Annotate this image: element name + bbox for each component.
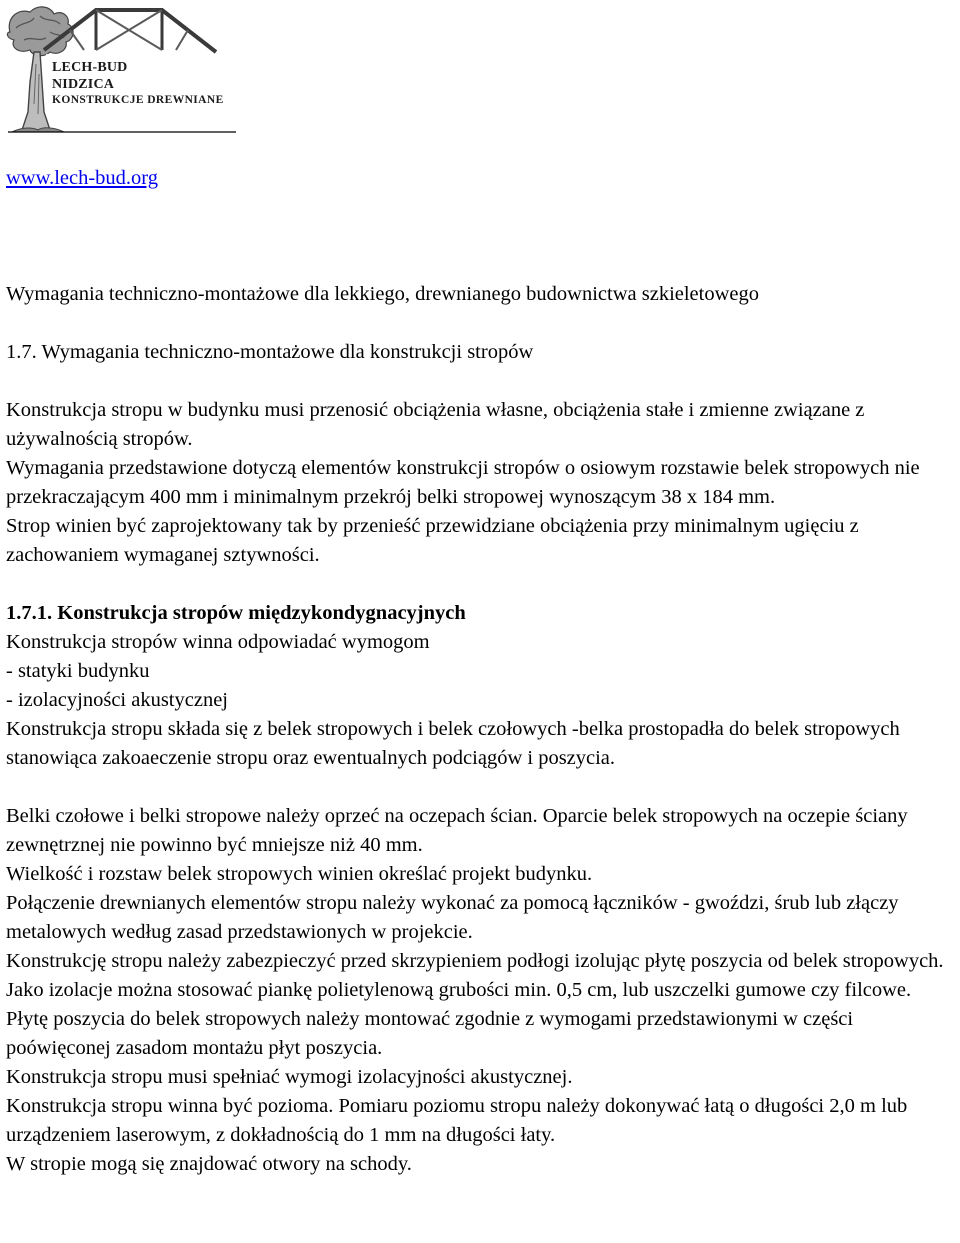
website-link[interactable]: www.lech-bud.org <box>6 167 159 189</box>
document-title: Wymagania techniczno-montażowe dla lekkiego, drewnianego budownictwa szkieletowego <box>6 283 760 305</box>
logo-text-company: LECH-BUD <box>52 60 128 75</box>
logo-text-city: NIDZICA <box>52 77 115 92</box>
list-item: - statyki budynku <box>6 660 150 682</box>
logo-text-tagline: KONSTRUKCJE DREWNIANE <box>52 94 224 106</box>
paragraph-size: Wielkość i rozstaw belek stropowych winien określać projekt budynku. <box>6 863 593 885</box>
tree-roof-truss-icon <box>4 4 266 134</box>
paragraph-requirements: Wymagania przedstawione dotyczą elementów konstrukcji stropów o osiowym rozstawie belek stropowych nie przekraczającym 400 mm i minimalnym przekrój belki stropowej wynoszącym 38 x 184 mm. <box>6 457 920 508</box>
list-item: - izolacyjności akustycznej <box>6 689 228 711</box>
document-body <box>6 280 958 1179</box>
paragraph-requirements-intro: Konstrukcja stropów winna odpowiadać wymogom <box>6 631 430 653</box>
paragraph-level: Konstrukcja stropu winna być pozioma. Pomiaru poziomu stropu należy dokonywać łatą o długości 2,0 m lub urządzeniem laserowym, z dokładnością do 1 mm na długości łaty. <box>6 1095 908 1146</box>
paragraph-connections: Połączenie drewnianych elementów stropu należy wykonać za pomocą łączników - gwoździ, śrub lub złączy metalowych według zasad przedstawionych w projekcie. <box>6 892 899 943</box>
paragraph-load: Konstrukcja stropu w budynku musi przenosić obciążenia własne, obciążenia stałe i zmienne związane z używalnością stropów. <box>6 399 865 450</box>
paragraph-openings: W stropie mogą się znajdować otwory na schody. <box>6 1153 412 1175</box>
company-logo <box>4 4 266 134</box>
paragraph-acoustic: Konstrukcja stropu musi spełniać wymogi izolacyjności akustycznej. <box>6 1066 573 1088</box>
paragraph-sheathing: Płytę poszycia do belek stropowych należy montować zgodnie z wymogami przedstawionymi w części poówięconej zasadom montażu płyt poszycia. <box>6 1008 854 1059</box>
section-heading: 1.7. Wymagania techniczno-montażowe dla konstrukcji stropów <box>6 341 534 363</box>
paragraph-support: Belki czołowe i belki stropowe należy oprzeć na oczepach ścian. Oparcie belek stropowych na oczepie ściany zewnętrznej nie powinno być mniejsze niż 40 mm. <box>6 805 908 856</box>
subsection-heading: 1.7.1. Konstrukcja stropów międzykondygnacyjnych <box>6 602 466 624</box>
paragraph-design: Strop winien być zaprojektowany tak by przenieść przewidziane obciążenia przy minimalnym ugięciu z zachowaniem wymaganej sztywności. <box>6 515 859 566</box>
paragraph-creak: Konstrukcję stropu należy zabezpieczyć przed skrzypieniem podłogi izolując płytę poszycia od belek stropowych. Jako izolacje można stosować piankę polietylenową grubości min. 0,5 cm, lub uszczelki gumowe czy filcowe. <box>6 950 944 1001</box>
paragraph-composition: Konstrukcja stropu składa się z belek stropowych i belek czołowych -belka prostopadła do belek stropowych stanowiąca zakoaeczenie stropu oraz ewentualnych podciągów i poszycia. <box>6 718 900 769</box>
